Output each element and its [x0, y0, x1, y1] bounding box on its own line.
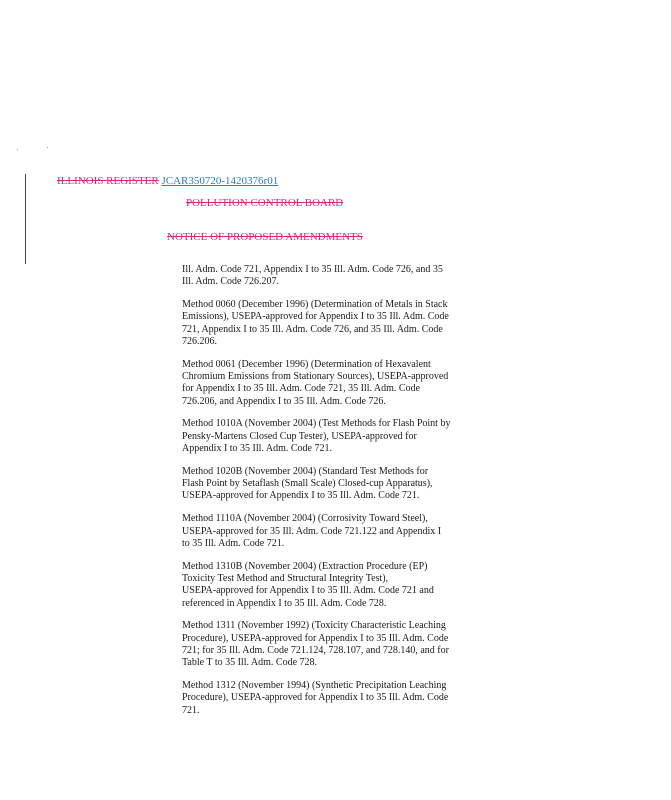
text-line: 726.206, and Appendix I to 35 Ill. Adm. Code 726.: [182, 395, 386, 407]
text-line: Method 1010A (November 2004) (Test Methods for Flash Point by: [182, 418, 451, 430]
text-line: Method 1110A (November 2004) (Corrosivity Toward Steel),: [182, 513, 428, 525]
text-line: Emissions), USEPA-approved for Appendix I to 35 Ill. Adm. Code: [182, 311, 449, 323]
scan-speck: [47, 147, 48, 148]
register-header: [57, 175, 278, 188]
register-title: ILLINOIS REGISTER: [57, 175, 159, 187]
revision-change-bar: [25, 174, 26, 264]
text-line: Procedure), USEPA-approved for Appendix I to 35 Ill. Adm. Code: [182, 632, 449, 644]
text-line: to 35 Ill. Adm. Code 721.: [182, 537, 285, 549]
text-line: Ill. Adm. Code 726.207.: [182, 276, 279, 288]
text-line: USEPA-approved for Appendix I to 35 Ill. Adm. Code 721.: [182, 490, 420, 502]
text-line: referenced in Appendix I to 35 Ill. Adm. Code 728.: [182, 597, 387, 609]
text-line: Method 1310B (November 2004) (Extraction Procedure (EP): [182, 560, 428, 572]
document-body: [182, 264, 472, 727]
document-id-link[interactable]: JCAR350720-1420376r01: [161, 175, 279, 187]
text-line: Flash Point by Setaflash (Small Scale) Closed-cup Apparatus),: [182, 478, 433, 490]
text-line: 721.: [182, 704, 200, 716]
text-line: for Appendix I to 35 Ill. Adm. Code 721, 35 Ill. Adm. Code: [182, 383, 421, 395]
paragraph: [182, 418, 472, 455]
text-line: Method 1020B (November 2004) (Standard Test Methods for: [182, 465, 429, 477]
board-heading: POLLUTION CONTROL BOARD: [186, 197, 344, 209]
text-line: Table T to 35 Ill. Adm. Code 728.: [182, 657, 318, 669]
text-line: Ill. Adm. Code 721, Appendix I to 35 Ill. Adm. Code 726, and 35: [182, 264, 443, 275]
text-line: 726.206.: [182, 335, 217, 347]
text-line: USEPA-approved for 35 Ill. Adm. Code 721.122 and Appendix I: [182, 525, 442, 537]
paragraph: [182, 680, 472, 717]
text-line: Method 1312 (November 1994) (Synthetic Precipitation Leaching: [182, 680, 447, 692]
text-line: Procedure), USEPA-approved for Appendix I to 35 Ill. Adm. Code: [182, 692, 449, 704]
text-line: USEPA-approved for Appendix I to 35 Ill. Adm. Code 721 and: [182, 585, 434, 597]
paragraph: [182, 299, 472, 348]
paragraph: [182, 466, 472, 503]
paragraph: [182, 561, 472, 610]
text-line: Toxicity Test Method and Structural Integrity Test),: [182, 572, 389, 584]
text-line: Method 0061 (December 1996) (Determination of Hexavalent: [182, 358, 431, 370]
text-line: 721; for 35 Ill. Adm. Code 721.124, 728.107, and 728.140, and for: [182, 644, 449, 656]
text-line: Method 0060 (December 1996) (Determination of Metals in Stack: [182, 299, 448, 311]
scan-speck: [17, 149, 18, 150]
paragraph: [182, 513, 472, 550]
paragraph: [182, 620, 472, 669]
text-line: Pensky-Martens Closed Cup Tester), USEPA-approved for: [182, 430, 417, 442]
notice-heading: NOTICE OF PROPOSED AMENDMENTS: [167, 231, 363, 243]
paragraph: [182, 264, 472, 289]
text-line: Appendix I to 35 Ill. Adm. Code 721.: [182, 443, 332, 455]
text-line: Method 1311 (November 1992) (Toxicity Characteristic Leaching: [182, 620, 446, 632]
text-line: 721, Appendix I to 35 Ill. Adm. Code 726, and 35 Ill. Adm. Code: [182, 323, 443, 335]
text-line: Chromium Emissions from Stationary Sources), USEPA-approved: [182, 371, 449, 383]
paragraph: [182, 359, 472, 408]
